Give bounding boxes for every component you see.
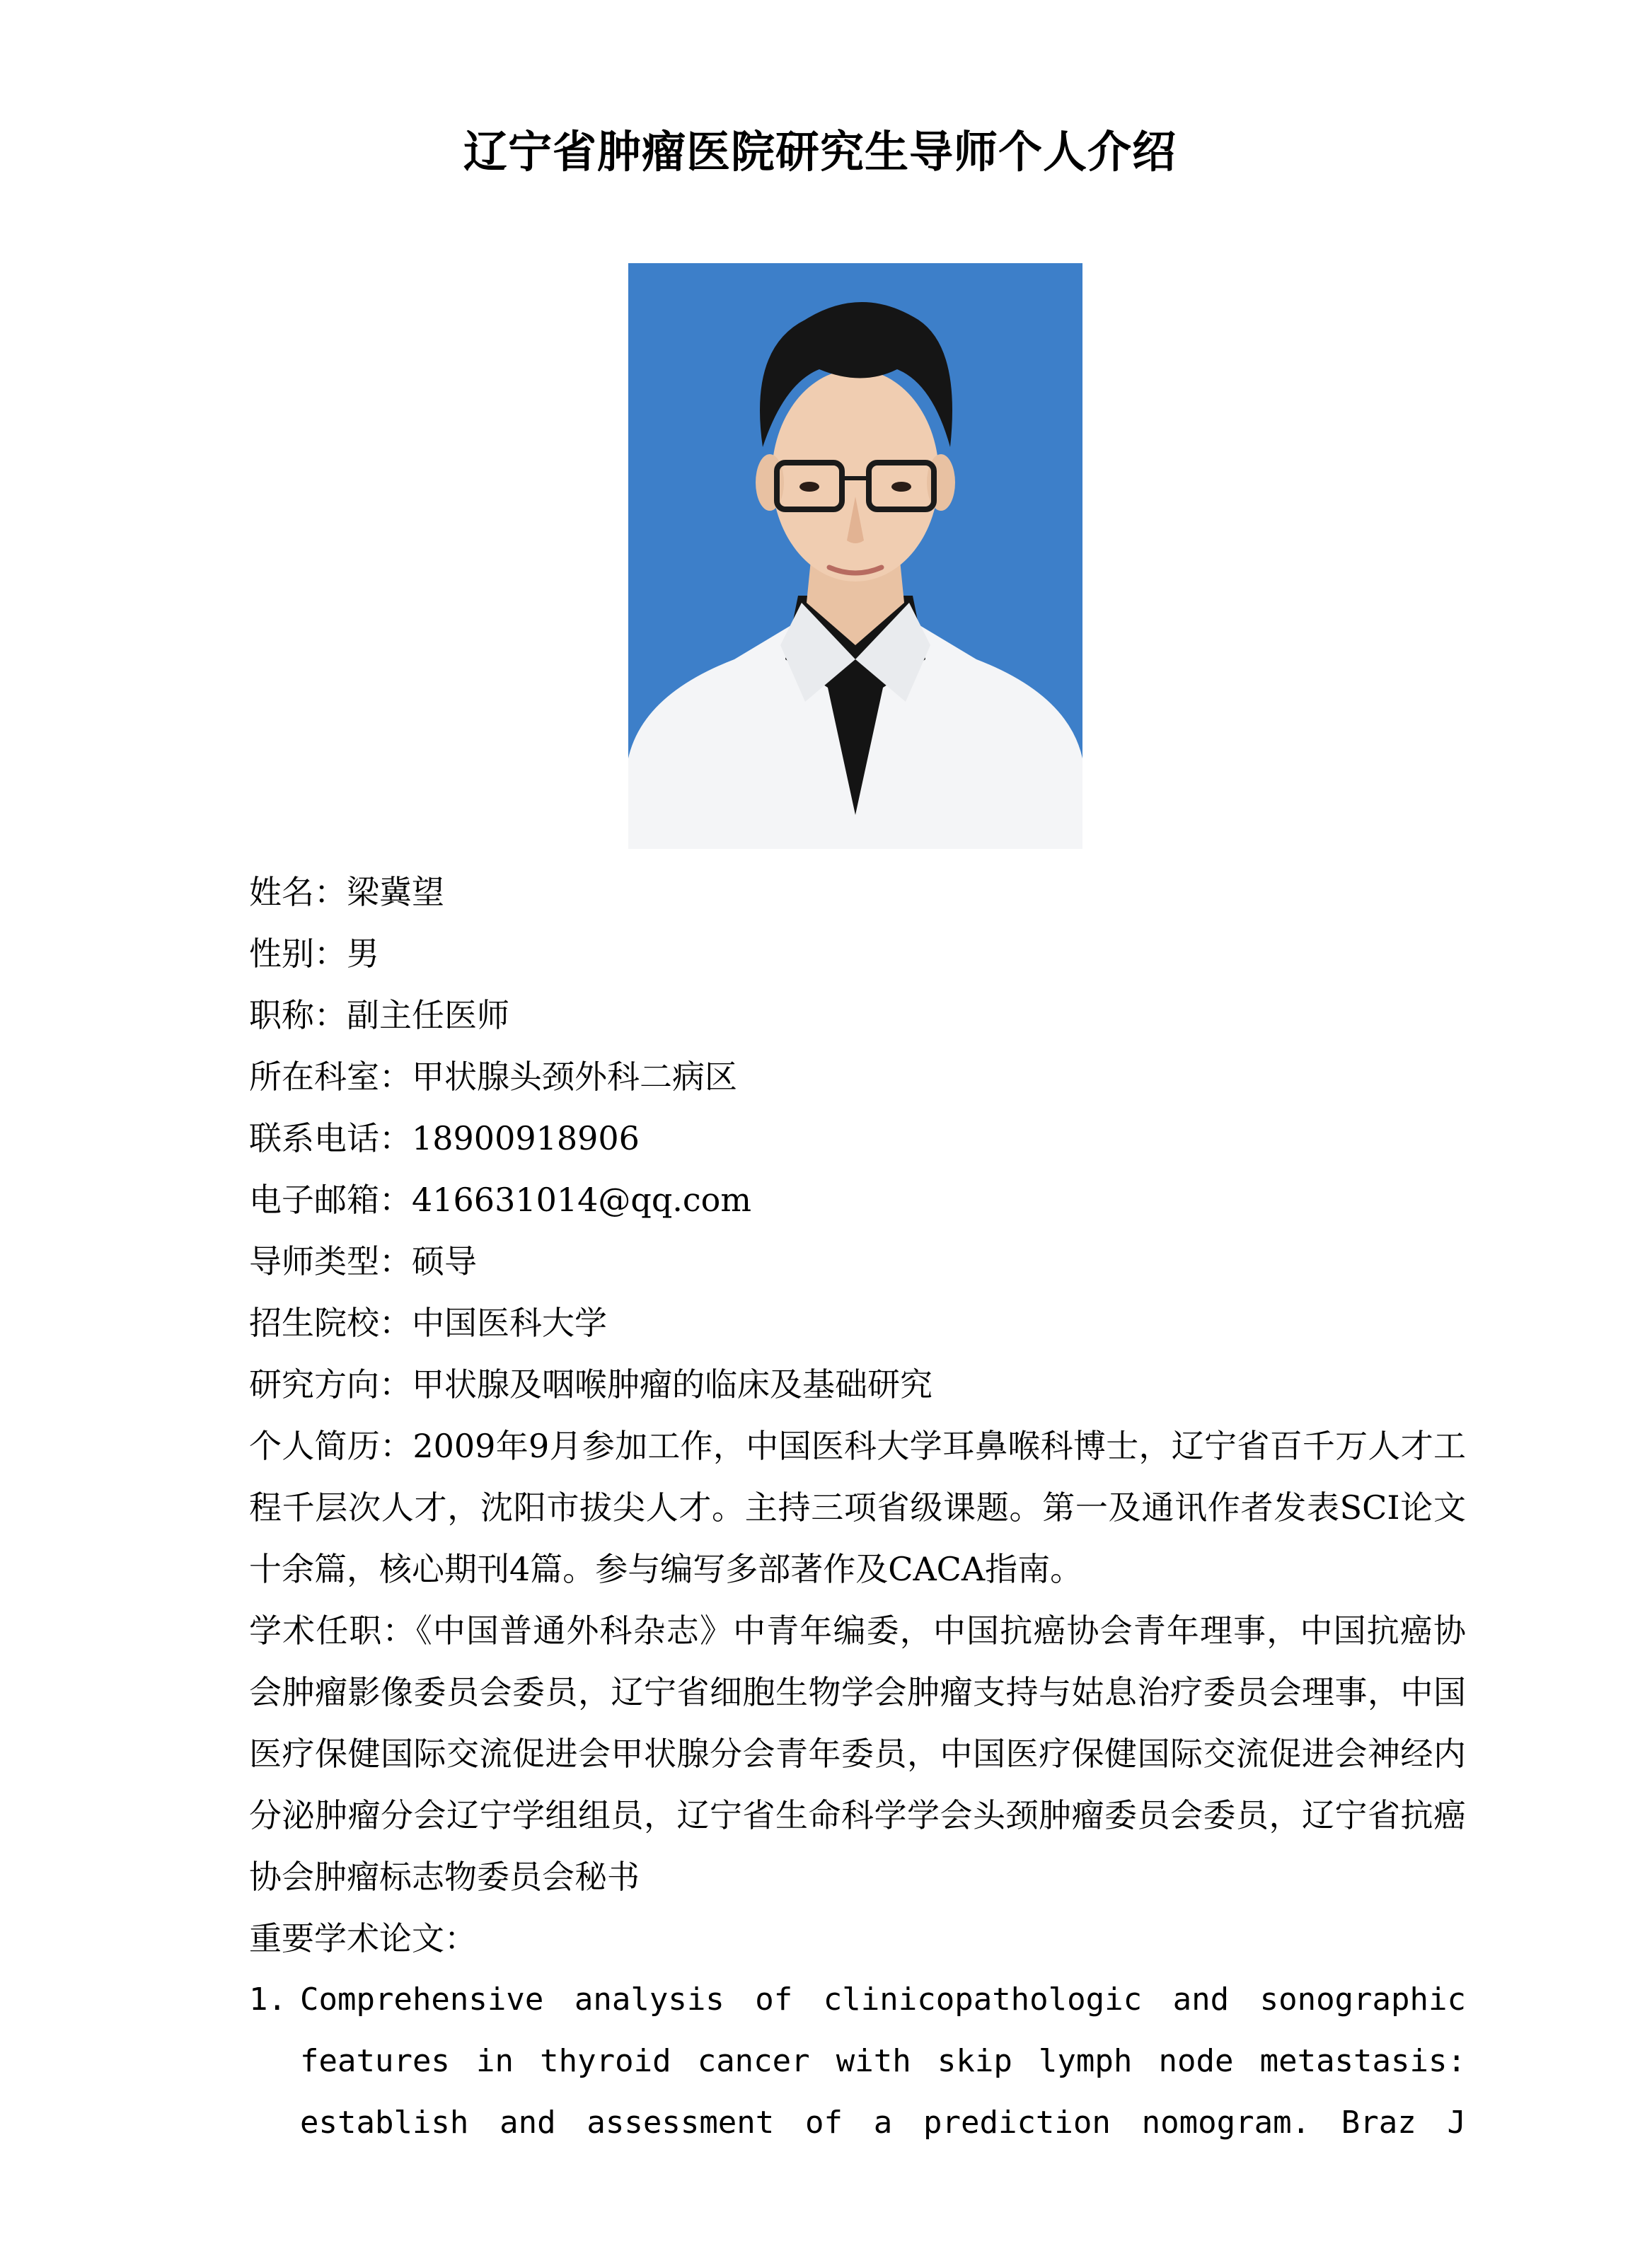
gender-field: 性别：男	[249, 935, 379, 973]
rank-field: 职称：副主任医师	[249, 996, 509, 1034]
school-field: 招生院校：中国医科大学	[249, 1304, 607, 1342]
name-field: 姓名：梁冀望	[249, 873, 444, 911]
email-field: 电子邮箱：416631014@qq.com	[249, 1181, 751, 1219]
department-field: 所在科室：甲状腺头颈外科二病区	[249, 1058, 737, 1096]
positions-field: 学术任职：《中国普通外科杂志》中青年编委，中国抗癌协会青年理事，中国抗癌协会肿瘤影像委员会委员，辽宁省细胞生物学会肿瘤支持与姑息治疗委员会理事，中国医疗保健国际交流促进会甲状腺分会青年委员，中国医疗保健国际交流促进会神经内分泌肿瘤分会辽宁学组组员，辽宁省生命科学学会头颈肿瘤委员会委员，辽宁省抗癌协会肿瘤标志物委员会秘书	[249, 1612, 1466, 1896]
page-title: 辽宁省肿瘤医院研究生导师个人介绍	[463, 126, 1177, 178]
paper-text: Comprehensive analysis of clinicopathologic and sonographic features in thyroid cancer with skip lymph node metastasis: establish and assessment of a prediction nomogram. Braz J	[300, 1981, 1466, 2141]
supervisor-type-field: 导师类型：硕导	[249, 1242, 477, 1280]
research-field: 研究方向：甲状腺及咽喉肿瘤的临床及基础研究	[249, 1365, 932, 1404]
portrait-illustration	[628, 263, 1082, 849]
profile-fields	[249, 862, 1466, 1969]
resume-field: 个人简历：2009年9月参加工作，中国医科大学耳鼻喉科博士，辽宁省百千万人才工程千层次人才，沈阳市拔尖人才。主持三项省级课题。第一及通讯作者发表SCI论文十余篇，核心期刊4篇。参与编写多部著作及CACA指南。	[249, 1427, 1466, 1588]
portrait-photo	[628, 263, 1082, 849]
phone-field: 联系电话：18900918906	[249, 1119, 640, 1157]
papers-list	[249, 1969, 1466, 2153]
paper-number: 1.	[249, 1981, 287, 2018]
paper-item	[249, 1969, 1466, 2153]
papers-heading: 重要学术论文：	[249, 1919, 477, 1957]
